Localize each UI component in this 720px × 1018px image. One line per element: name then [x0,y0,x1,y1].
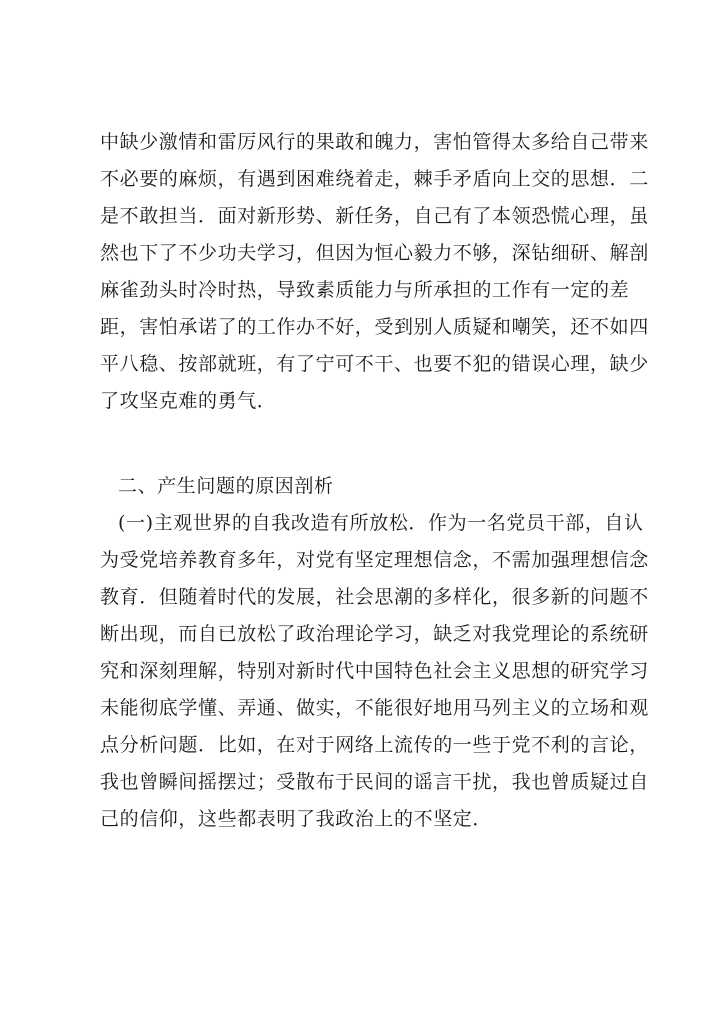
section-heading: 二、产生问题的原因剖析 [118,475,334,497]
paragraph-1-line-8: 了攻坚克难的勇气． [100,390,277,412]
paragraph-2-line-5: 究和深刻理解，特别对新时代中国特色社会主义思想的研究学习 [100,660,649,682]
paragraph-1-line-2: 不必要的麻烦，有遇到困难绕着走，棘手矛盾向上交的思想．二 [100,168,649,190]
paragraph-2-line-8: 我也曾瞬间摇摆过；受散布于民间的谣言干扰，我也曾质疑过自 [100,771,649,793]
paragraph-1-line-3: 是不敢担当．面对新形势、新任务，自己有了本领恐慌心理，虽 [100,205,649,227]
paragraph-1-line-4: 然也下了不少功夫学习，但因为恒心毅力不够，深钻细研、解剖 [100,242,649,264]
paragraph-2-line-3: 教育．但随着时代的发展，社会思潮的多样化，很多新的问题不 [100,586,649,608]
paragraph-1-line-5: 麻雀劲头时冷时热，导致素质能力与所承担的工作有一定的差 [100,279,630,301]
paragraph-2-line-1: (一)主观世界的自我改造有所放松．作为一名党员干部，自认 [118,512,644,534]
paragraph-2-line-4: 断出现，而自已放松了政治理论学习，缺乏对我党理论的系统研 [100,623,649,645]
paragraph-1-line-6: 距，害怕承诺了的工作办不好，受到别人质疑和嘲笑，还不如四 [100,316,649,338]
paragraph-2-line-9: 己的信仰，这些都表明了我政治上的不坚定． [100,808,493,830]
paragraph-2-line-7: 点分析问题．比如，在对于网络上流传的一些于党不利的言论， [100,734,649,756]
paragraph-2-line-6: 未能彻底学懂、弄通、做实，不能很好地用马列主义的立场和观 [100,697,649,719]
paragraph-1-line-1: 中缺少激情和雷厉风行的果敢和魄力，害怕管得太多给自己带来 [100,131,649,153]
paragraph-2-line-2: 为受党培养教育多年，对党有坚定理想信念，不需加强理想信念 [100,549,649,571]
paragraph-1-line-7: 平八稳、按部就班，有了宁可不干、也要不犯的错误心理，缺少 [100,353,649,375]
